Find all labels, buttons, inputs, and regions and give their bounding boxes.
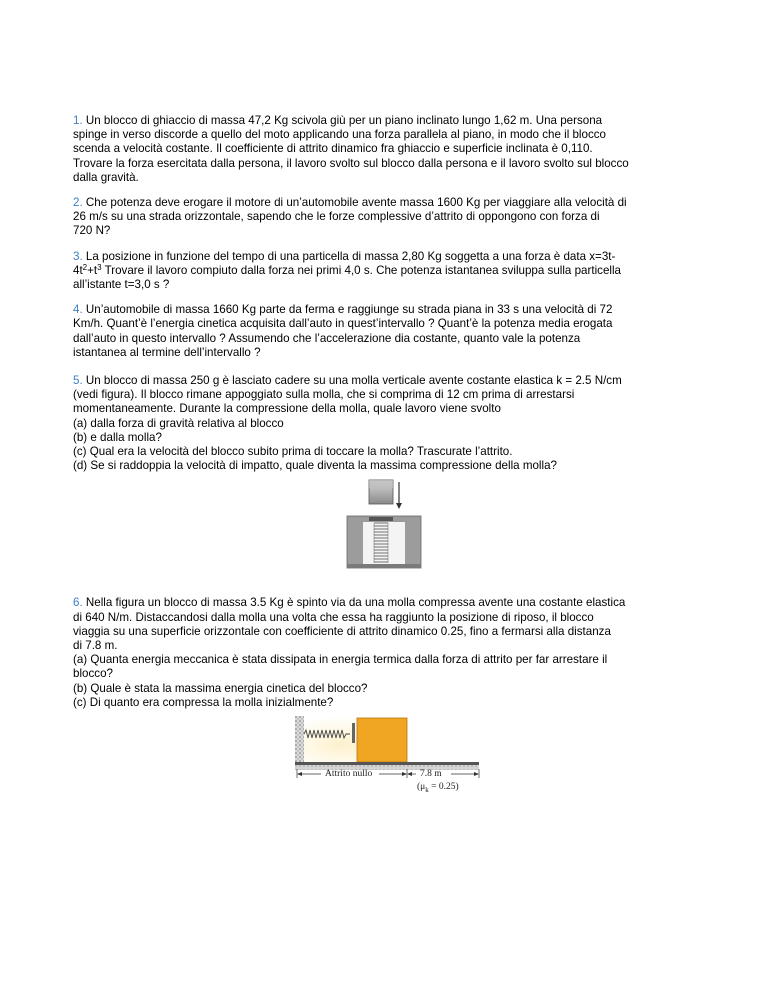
problem-5 [73, 374, 703, 473]
problem-number: 3. [73, 249, 83, 263]
problem-text-line: La posizione in funzione del tempo di una particella di massa 2,80 Kg soggetta a una forza è data x=3t- [82, 249, 616, 263]
spring-plate [369, 517, 393, 521]
problem-text-line: scenda a velocità costante. Il coefficiente di attrito dinamico fra ghiaccio e superficie inclinata è 0,110. [73, 142, 593, 156]
problem-text-line: (c) Di quanto era compressa la molla inizialmente? [73, 695, 334, 709]
problem-text-line: viaggia su una superficie orizzontale con coefficiente di attrito dinamico 0.25, fino a fermarsi alla distanza [73, 624, 611, 638]
block [357, 718, 407, 762]
arrow-right-icon [402, 772, 407, 776]
problem-number: 2. [73, 196, 83, 210]
container-walls [347, 516, 421, 568]
arrow-right-icon [474, 772, 479, 776]
problem-text-line: 720 N? [73, 224, 111, 238]
label-friction-coefficient: $(\mu_k = 0.25)$ [417, 782, 459, 794]
problem-text-line: istantanea al termine dell’intervallo ? [73, 345, 261, 359]
exponent: 2 [82, 262, 88, 272]
problem-text-line: (b) e dalla molla? [73, 430, 162, 444]
problem-text-line: spinge in verso discorde a quello del moto applicando una forza parallela al piano, in modo che il blocco [73, 128, 607, 142]
problem-text-line: dall’auto in questo intervallo ? Assumendo che l’accelerazione dia costante, quanto vale la potenza [73, 331, 581, 345]
problem-text-line: dalla gravità. [73, 170, 139, 184]
container-base [347, 564, 421, 568]
problem-text-line: di 640 N/m. Distaccandosi dalla molla una volta che essa ha raggiunto la posizione di riposo, il blocco [73, 610, 594, 624]
problem-number: 4. [73, 303, 83, 317]
falling-block [369, 480, 393, 504]
down-arrow-icon [396, 482, 402, 509]
arrow-left-icon [297, 772, 302, 776]
problem-text-line: blocco? [73, 667, 113, 681]
problem-text-line: Nella figura un blocco di massa 3.5 Kg è spinto via da una molla compressa avente una costante elastica [82, 596, 626, 610]
problem-text-line: Km/h. Quant’è l’energia cinetica acquisita dall’auto in quest’intervallo ? Quant’è la potenza media erogata [73, 317, 613, 331]
problem-text-line: (b) Quale è stata la massima energia cinetica del blocco? [73, 681, 368, 695]
problem-text-line: di 7.8 m. [73, 639, 118, 653]
label-frictionless: Attrito nullo [325, 769, 373, 779]
problem-text-line: Un’automobile di massa 1660 Kg parte da ferma e raggiunge su strada piana in 33 s una velocità di 72 [82, 303, 613, 317]
wall [295, 716, 304, 766]
figure-vertical-spring [343, 478, 425, 570]
spring-end-plate [352, 723, 355, 743]
problem-text-line: Trovare la forza esercitata dalla persona, il lavoro svolto sul blocco dalla persona e il lavoro svolto sul blocco [73, 156, 629, 170]
figure-horizontal-spring [291, 712, 481, 800]
problem-text-line: Un blocco di ghiaccio di massa 47,2 Kg scivola giù per un piano inclinato lungo 1,62 m. Una persona [82, 114, 603, 127]
problem-text-line: (d) Se si raddoppia la velocità di impatto, quale diventa la massima compressione della molla? [73, 459, 557, 473]
problem-text-line: (a) Quanta energia meccanica è stata dissipata in energia termica dalla forza di attrito per far arrestare il [73, 653, 608, 667]
problem-text-line: (c) Qual era la velocità del blocco subito prima di toccare la molla? Trascurate l’attrito. [73, 445, 513, 459]
problem-1 [73, 114, 703, 185]
problem-text-line: Che potenza deve erogare il motore di un’automobile avente massa 1600 Kg per viaggiare alla velocità di [82, 196, 627, 210]
problem-6 [73, 596, 703, 710]
formula-part: +t [87, 263, 98, 277]
arrow-left-icon [407, 772, 412, 776]
exponent: 3 [97, 262, 102, 272]
formula-part: 4t [73, 263, 83, 277]
problem-number: 5. [73, 374, 83, 388]
problem-4 [73, 303, 703, 360]
floor [295, 765, 479, 770]
document-body [73, 114, 703, 721]
problem-2 [73, 196, 703, 239]
problem-text-line: (a) dalla forza di gravità relativa al blocco [73, 416, 284, 430]
problem-text-line: 26 m/s su una strada orizzontale, sapendo che le forze complessive d’attrito di oppongono con forza di [73, 210, 600, 224]
problem-text-line: (vedi figura). Il blocco rimane appoggiato sulla molla, che si comprima di 12 cm prima di arrestarsi [73, 388, 575, 402]
floor-surface [295, 762, 479, 765]
label-distance: 7.8 m [420, 769, 442, 779]
problem-3 [73, 250, 703, 293]
problem-text-line: Un blocco di massa 250 g è lasciato cadere su una molla verticale avente costante elastica k = 2.5 N/cm [82, 374, 622, 388]
problem-number: 6. [73, 596, 83, 610]
problem-text-line: all’istante t=3,0 s ? [73, 278, 170, 292]
problem-text-line: Trovare il lavoro compiuto dalla forza nei primi 4,0 s. Che potenza istantanea sviluppa sulla particella [101, 263, 621, 277]
problem-number: 1. [73, 114, 83, 127]
problem-text-line: momentaneamente. Durante la compressione della molla, quale lavoro viene svolto [73, 402, 501, 416]
